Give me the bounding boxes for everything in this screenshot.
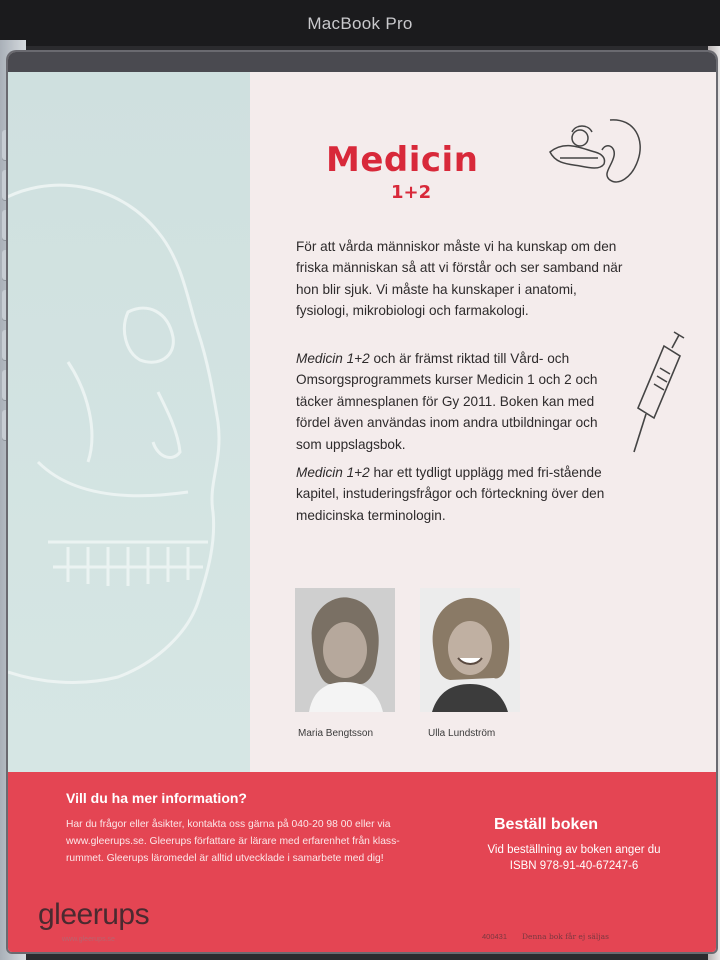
book-subtitle: 1+2 — [391, 182, 432, 203]
cover-rim — [8, 52, 716, 72]
sale-note: Denna bok får ej säljas — [522, 932, 609, 941]
info-text: Har du frågor eller åsikter, kontakta oss gärna på 040-20 98 00 eller via www.gleerups.se. Gleerups författare är lärare med erfarenhet från klass-rummet. Gleerups läromedel är alltid utvecklade i samarbete med dig! — [66, 819, 400, 864]
order-text: Vid beställning av boken anger du ISBN 978-91-40-67247-6 — [487, 844, 661, 872]
info-panel — [8, 772, 716, 952]
author-caption: Ulla Lundström — [428, 728, 496, 739]
ear-illustration-icon — [540, 110, 650, 190]
book-back-cover — [8, 52, 716, 952]
laptop-label: MacBook Pro — [307, 14, 413, 33]
description-paragraph: För att vårda människor måste vi ha kunskap om den friska människan så att vi förstår och ser samband när hon blir sjuk. Vi måste ha kunskaper i anatomi, fysiologi, mikrobiologi och farmakologi. — [296, 239, 623, 319]
description-paragraph: Medicin 1+2 och är främst riktad till Vård- och Omsorgsprogrammets kurser Medicin 1 och 2 och täcker ämnesplanen för Gy 2011. Boken kan med fördel även användas inom andra utbildningar och som uppslagsbok. — [296, 351, 598, 452]
product-code: 400431 — [482, 932, 508, 941]
author-photo — [295, 588, 395, 712]
author-caption: Maria Bengtsson — [298, 728, 374, 739]
book-title: Medicin — [326, 140, 479, 180]
syringe-illustration-icon — [630, 328, 690, 458]
publisher-logo: gleerups — [38, 898, 150, 931]
book-ref: Medicin 1+2 — [296, 465, 370, 480]
publisher-url: www.gleerups.se — [62, 936, 115, 943]
order-heading: Beställ boken — [494, 816, 599, 833]
info-heading: Vill du ha mer information? — [66, 790, 247, 806]
description-paragraph: Medicin 1+2 har ett tydligt upplägg med fri-stående kapitel, instuderingsfrågor och förteckning över den medicinska terminologin. — [296, 465, 605, 523]
book-ref: Medicin 1+2 — [296, 351, 370, 366]
skull-illustration-icon — [8, 162, 250, 722]
author-photo — [420, 588, 520, 712]
laptop-bezel — [0, 0, 720, 46]
skull-panel — [8, 72, 250, 772]
